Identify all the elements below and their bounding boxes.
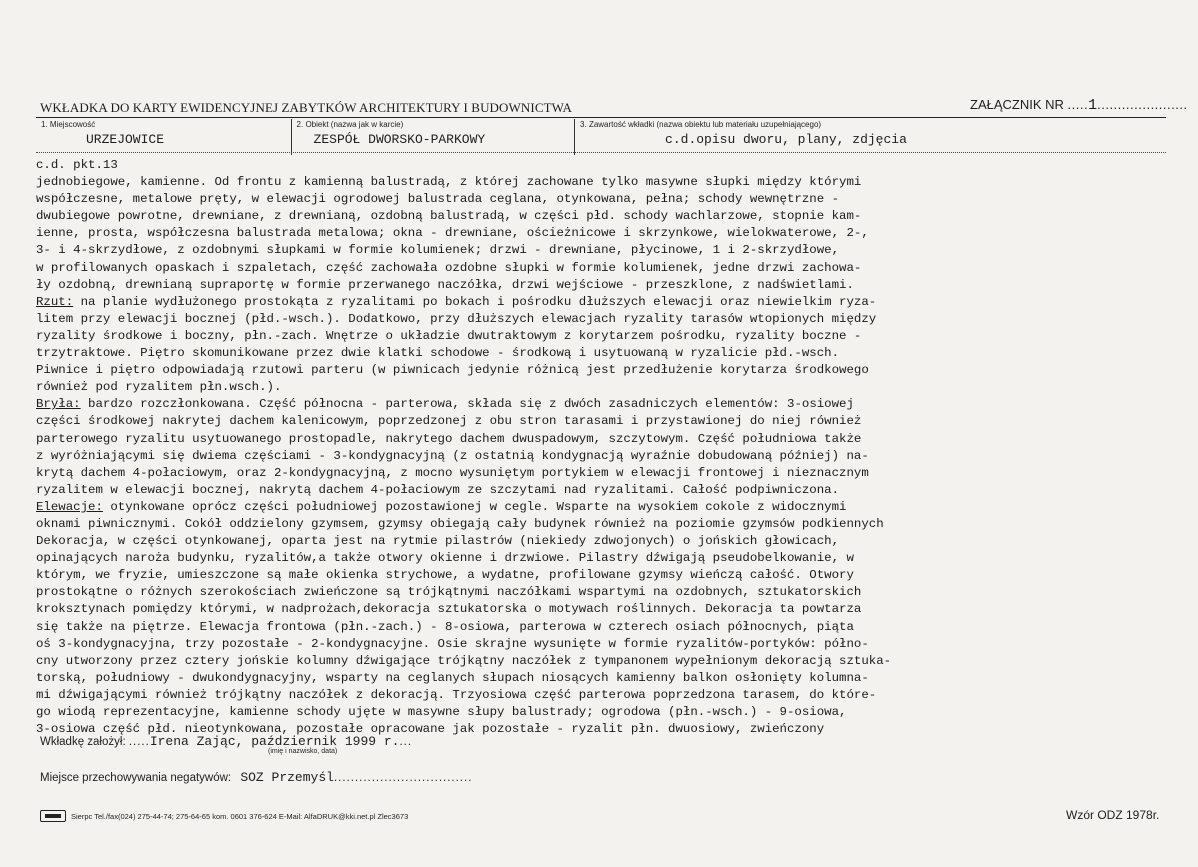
section-heading-elewacje: Elewacje: — [36, 499, 103, 514]
annex-label: ZAŁĄCZNIK NR — [970, 97, 1064, 112]
printer-info — [40, 810, 408, 822]
text-line: dwubiegowe powrotne, drewniane, z drewnianą, ozdobną balustradą, w części płd. schody wachlarzowe, stopnie kam- — [36, 209, 862, 224]
text-line: ienne, prosta, współczesna balustrada metalowa; okna - drewniane, ościeżnicowe i skrzynkowe, wielokwaterowe, 2-, — [36, 226, 869, 241]
text-line: mi dźwigającymi również trójkątny naczółek z dekoracją. Trzyosiowa część parterowa poprzedzona tarasem, do które- — [36, 687, 877, 702]
text-line: trzytraktowe. Piętro skomunikowane przez dwie klatki schodowe - środkową i usytuowaną w ryzalicie płd.-wsch. — [36, 346, 840, 361]
annex-number: ZAŁĄCZNIK NR .....1...................... — [970, 97, 1188, 114]
text-line: również pod ryzalitem płn.wsch.). — [36, 380, 282, 395]
author-label: Wkładkę założył: — [40, 736, 126, 748]
text-line: oś 3-kondygnacyjna, trzy pozostałe - 2-kondygnacyjne. Osie skrajne wysunięte w formie ryzalitów-portyków: półno- — [36, 636, 869, 651]
text-line: torską, południowy - dwukondygnacyjny, wsparty na ceglanych słupach niosących kamienny balkon osłonięty kolumna- — [36, 670, 869, 685]
text-line: kroksztynach pomiędzy którymi, w nadprożach,dekoracja sztukatorska o motywach roślinnych. Dekoracja ta powtarza — [36, 602, 862, 617]
text-line: krytą dachem 4-połaciowym, oraz 2-kondygnacyjną, z mocno wysuniętym portykiem w elewacji frontowej i nieznacznym — [36, 465, 869, 480]
text-line: współczesne, metalowe pręty, w elewacji ogrodowej balustrada ceglana, otynkowana, pełna; schody wewnętrzne - — [36, 192, 840, 207]
text-line: opinających naroża budynku, ryzalitów,a także otwory okienne i drzwiowe. Pilastry dźwigają pseudobelkowanie, w — [36, 551, 854, 566]
description-text — [36, 157, 1196, 738]
text-line: prostokątne o różnych szerokościach zwieńczone są trójkątnymi naczółkami wspartymi na ozdobnych, sztukatorskich — [36, 585, 862, 600]
storage-value: SOZ Przemyśl — [240, 770, 334, 785]
text-line-rest: bardzo rozczłonkowana. Część północna - parterowa, składa się z dwóch zasadniczych elementów: 3-osiowej — [80, 397, 854, 412]
field-content-value: c.d.opisu dworu, plany, zdjęcia — [665, 132, 907, 147]
text-line: c.d. pkt.13 — [36, 158, 118, 172]
text-line: Dekoracja, w części otynkowanej, oparta jest na rytmie pilastrów (niekiedy zdwojonych) o jońskich głowicach, — [36, 534, 840, 549]
author-row: Wkładkę założył: .....Irena Zając, październik 1999 r.... — [40, 734, 413, 749]
text-line — [36, 294, 1196, 311]
text-line: oknami piwnicznymi. Cokół oddzielony gzymsem, gzymsy obiegają cały budynek również na poziomie gzymsów podkiennych — [36, 516, 884, 531]
text-line: litem przy elewacji bocznej (płd.-wsch.). Dodatkowo, przy dłuższych elewacjach ryzality tarasów wtopionych między — [36, 311, 877, 326]
storage-label: Miejsce przechowywania negatywów: — [40, 772, 232, 784]
text-line: z wyróżniającymi się dwiema częściami - 3-kondygnacyjną (z ostatnią kondygnacją wyraźnie dobudowaną później) na- — [36, 448, 869, 463]
text-line: się także na piętrze. Elewacja frontowa (płn.-zach.) - 8-osiowa, parterowa w czterech osiach północnych, piąta — [36, 619, 854, 634]
text-line: cny utworzony przez cztery jońskie kolumny dźwigające trójkątny naczółek z tympanonem wypełnionym dekoracją sztuka- — [36, 653, 892, 668]
text-line: ły ozdobną, drewnianą supraportę w formie przerwanego naczółka, drzwi wejściowe - przeszklone, z nadświetlami. — [36, 277, 854, 292]
field-object-value: ZESPÓŁ DWORSKO-PARKOWY — [313, 132, 486, 147]
storage-row: Miejsce przechowywania negatywów: SOZ Przemyśl................................. — [40, 770, 473, 785]
text-line: jednobiegowe, kamienne. Od frontu z kamienną balustradą, z której zachowane tylko masywne słupki między którymi — [36, 175, 862, 190]
text-line: ryzalitem w elewacji bocznej, nakrytą dachem 4-połaciowym ze szczytami nad ryzalitami. Całość podpiwniczona. — [36, 482, 840, 497]
field-object-label: 2. Obiekt (nazwa jak w karcie) — [296, 120, 404, 129]
text-line-rest: na planie wydłużonego prostokąta z ryzalitami po bokach i pośrodku dłuższych elewacji oraz niewielkim ryza- — [73, 294, 877, 309]
header-rule — [36, 117, 1166, 118]
fields-rule — [36, 152, 1166, 153]
author-value: Irena Zając, październik 1999 r. — [149, 734, 400, 749]
text-line-rest: otynkowane oprócz części południowej pozostawionej w cegle. Wsparte na wysokiem cokole z widocznymi — [102, 499, 847, 514]
field-locality-label: 1. Miejscowość — [41, 120, 96, 129]
printer-text: Sierpc Tel./fax(024) 275-44-74; 275-64-65 kom. 0601 376-624 E-Mail: AlfaDRUK@kki.net.pl Zlec3673 — [71, 811, 409, 821]
text-line: którym, we fryzie, umieszczone są małe okienka strychowe, a wydatne, profilowane gzymsy wieńczą całość. Otwory — [36, 568, 854, 583]
text-line: części środkowej nakrytej dachem kalenicowym, poprzedzonej z obu stron tarasami i przystawionej do niej również — [36, 414, 862, 429]
section-heading-bryla: Bryła: — [36, 397, 81, 412]
text-line: parterowego ryzalitu usytuowanego prostopadle, nakrytego dachem dwuspadowym, szczytowym. Część południowa także — [36, 431, 862, 446]
section-heading-rzut: Rzut: — [36, 294, 74, 309]
text-line: w profilowanych opaskach i szpaletach, część zachowała ozdobne słupki w formie kolumienek, jedne drzwi zachowa- — [36, 260, 862, 275]
header-fields — [36, 119, 1166, 155]
text-line: go wiodą reprezentacyjne, kamienne schody ujęte w masywne słupy balustrady; ogrodowa (płn.-wsch.) - 9-osiowa, — [36, 705, 847, 719]
text-line — [36, 396, 1196, 413]
field-locality-value: URZEJOWICE — [86, 132, 165, 147]
text-line: 3-osiowa część płd. nieotynkowana, pozostałe opracowane jak pozostałe - ryzalit płn. dwuosiowy, zwieńczony — [36, 722, 825, 737]
text-line: 3- i 4-skrzydłowe, z ozdobnymi słupkami w formie kolumienek; drzwi - drewniane, płycinowe, 1 i 2-skrzydłowe, — [36, 243, 840, 258]
author-note: (imię i nazwisko, data) — [268, 748, 338, 755]
form-title: WKŁADKA DO KARTY EWIDENCYJNEJ ZABYTKÓW ARCHITEKTURY I BUDOWNICTWA — [40, 100, 573, 115]
field-content-label: 3. Zawartość wkładki (nazwa obiektu lub materiału uzupełniającego) — [580, 120, 822, 129]
text-line — [36, 499, 1196, 516]
field-object — [292, 119, 576, 155]
printer-logo-icon — [40, 810, 66, 822]
field-locality — [36, 119, 292, 155]
text-line: Piwnice i piętro odpowiadają rzutowi parteru (w piwnicach jedynie różnicą jest przedłużenie korytarza środkowego — [36, 363, 869, 378]
annex-value: 1 — [1088, 97, 1098, 114]
form-pattern: Wzór ODZ 1978r. — [1066, 808, 1160, 822]
field-content — [575, 119, 1166, 155]
text-line: ryzality środkowe i boczny, płn.-zach. Wnętrze o układzie dwutraktowym z korytarzem pośrodku, ryzality boczne - — [36, 328, 862, 343]
